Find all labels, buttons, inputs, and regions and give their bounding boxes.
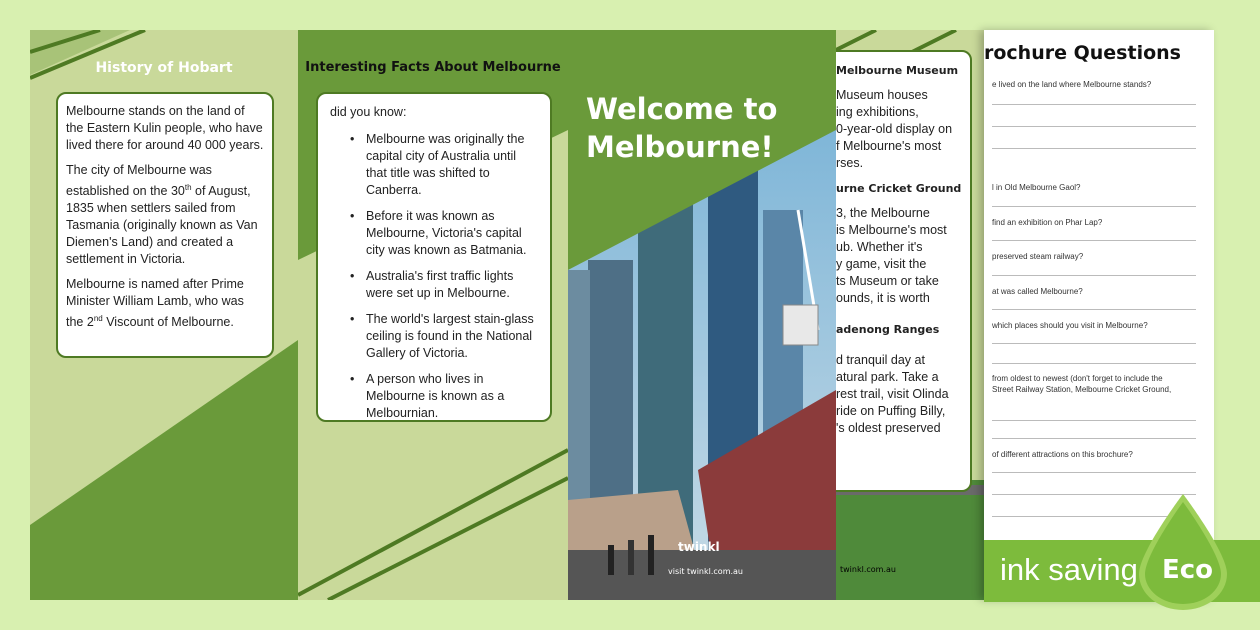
answer-line[interactable]: [992, 363, 1196, 364]
attraction-text-line: ub. Whether it's: [836, 240, 923, 254]
facts-card: [316, 92, 552, 422]
attraction-text-line: f Melbourne's most: [836, 139, 942, 153]
answer-line[interactable]: [992, 420, 1196, 421]
history-paragraph-2: The city of Melbourne was established on the 30th of August, 1835 when settlers sailed from Tasmania (originally known as Van Diemen's Land) and created a settlement in Victoria.: [66, 163, 258, 267]
history-panel: [30, 30, 298, 600]
questions-heading: rochure Questions: [984, 42, 1181, 64]
ink-saving-label: ink saving: [1000, 552, 1138, 587]
history-card: [56, 92, 274, 358]
attraction-text-line: rest trail, visit Olinda: [836, 387, 949, 401]
facts-intro: did you know:: [330, 105, 407, 119]
answer-line[interactable]: [992, 148, 1196, 149]
eco-label: Eco: [1162, 555, 1214, 585]
answer-line[interactable]: [992, 438, 1196, 439]
facts-heading: Interesting Facts About Melbourne: [305, 60, 561, 75]
attraction-heading: Melbourne Museum: [836, 64, 959, 77]
fact-item: • The world's largest stain-glass ceiling is found in the National Gallery of Victoria.: [366, 311, 538, 362]
attraction-heading: adenong Ranges: [836, 323, 940, 336]
cover-title: [586, 90, 777, 166]
history-paragraph-3: Melbourne is named after Prime Minister William Lamb, who was the 2nd Viscount of Melbourne.: [66, 277, 244, 330]
question-text: of different attractions on this brochure?: [992, 450, 1133, 459]
question-text: at was called Melbourne?: [992, 287, 1083, 296]
attraction-text-line: ing exhibitions,: [836, 105, 919, 119]
attraction-text-line: d tranquil day at: [836, 353, 925, 367]
cover-title-line1: Welcome to: [586, 92, 778, 126]
attraction-heading: urne Cricket Ground: [836, 182, 962, 195]
attractions-card: [836, 50, 972, 492]
question-text: which places should you visit in Melbourne?: [992, 321, 1148, 330]
attraction-text-line: ounds, it is worth: [836, 291, 930, 305]
attractions-panel: [836, 30, 994, 600]
twinkl-logo: twinkl: [678, 540, 720, 554]
facts-panel: [298, 30, 568, 600]
cover-url: visit twinkl.com.au: [668, 567, 743, 576]
fact-item: • Australia's first traffic lights were set up in Melbourne.: [366, 268, 538, 302]
answer-line[interactable]: [992, 472, 1196, 473]
question-text: l in Old Melbourne Gaol?: [992, 183, 1081, 192]
question-text: e lived on the land where Melbourne stands?: [992, 80, 1152, 89]
answer-line[interactable]: [992, 206, 1196, 207]
answer-line[interactable]: [992, 240, 1196, 241]
answer-line[interactable]: [992, 104, 1196, 105]
attraction-text-line: ride on Puffing Billy,: [836, 404, 946, 418]
panel4-url: twinkl.com.au: [840, 565, 896, 574]
attraction-text-line: Museum houses: [836, 88, 928, 102]
eco-leaf-icon: [1135, 492, 1231, 612]
attraction-text-line: is Melbourne's most: [836, 223, 947, 237]
history-heading: History of Hobart: [95, 60, 233, 76]
cover-panel: [568, 30, 836, 600]
cover-title-line2: Melbourne!: [586, 130, 774, 164]
question-text: find an exhibition on Phar Lap?: [992, 218, 1103, 227]
fact-item: • A person who lives in Melbourne is known as a Melbournian.: [366, 371, 538, 422]
history-paragraph-1: Melbourne stands on the land of the Eastern Kulin people, who have lived there for around 40 000 years.: [66, 104, 264, 152]
answer-line[interactable]: [992, 309, 1196, 310]
question-text: from oldest to newest (don't forget to include the: [992, 374, 1163, 383]
fact-item: • Before it was known as Melbourne, Victoria's capital city was known as Batmania.: [366, 208, 538, 259]
answer-line[interactable]: [992, 343, 1196, 344]
attraction-text-line: 's oldest preserved: [836, 421, 941, 435]
fact-item: • Melbourne was originally the capital city of Australia until that title was shifted to Canberra.: [366, 131, 538, 199]
attraction-text-line: y game, visit the: [836, 257, 927, 271]
attraction-text-line: 0-year-old display on: [836, 122, 953, 136]
answer-line[interactable]: [992, 275, 1196, 276]
question-text: Street Railway Station, Melbourne Cricket Ground,: [992, 385, 1172, 394]
attraction-text-line: rses.: [836, 156, 864, 170]
answer-line[interactable]: [992, 126, 1196, 127]
attraction-text-line: atural park. Take a: [836, 370, 939, 384]
facts-list: [330, 131, 538, 422]
attraction-text-line: 3, the Melbourne: [836, 206, 930, 220]
attraction-text-line: ts Museum or take: [836, 274, 939, 288]
question-text: preserved steam railway?: [992, 252, 1084, 261]
